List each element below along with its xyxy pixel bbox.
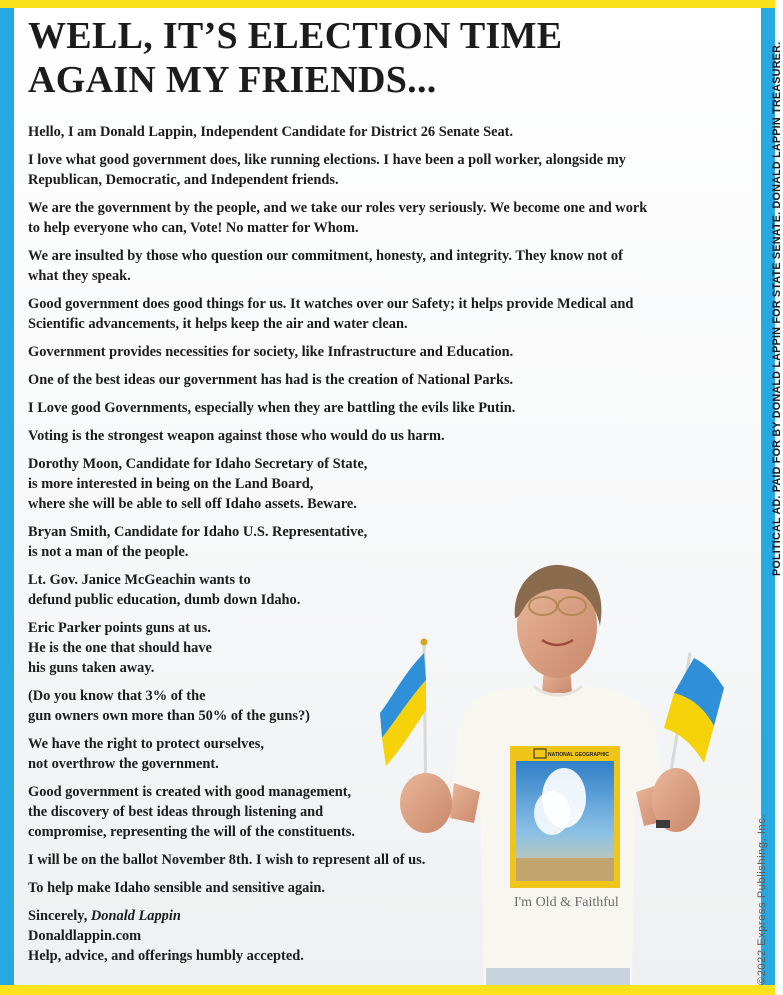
paragraph-line: Bryan Smith, Candidate for Idaho U.S. Representative, [28,524,368,540]
paragraph-line: Scientific advancements, it helps keep the air and water clean. [28,316,408,332]
paragraph-line: Hello, I am Donald Lappin, Independent Candidate for District 26 Senate Seat. [28,124,514,140]
signature-name: Donald Lappin [90,908,181,924]
paragraph-line: Voting is the strongest weapon against those who would do us harm. [28,428,445,444]
paragraph-line: compromise, representing the will of the constituents. [28,824,355,840]
paragraph [28,426,728,446]
paragraph-line: I love what good government does, like running elections. I have been a poll worker, alongside my [28,152,626,168]
sincerely-text: Sincerely, [28,908,88,924]
paragraph [28,342,728,362]
ad-panel [14,8,783,985]
paragraph-line: to help everyone who can, Vote! No matter for Whom. [28,220,359,236]
closing-note: Help, advice, and offerings humbly accepted. [28,948,304,964]
paragraph [28,246,728,286]
paragraph-line: his guns taken away. [28,660,155,676]
paragraph-line: Good government is created with good management, [28,784,352,800]
paragraph [28,150,728,190]
paragraph-line: I Love good Governments, especially when they are battling the evils like Putin. [28,400,516,416]
paragraph-line: We are the government by the people, and we take our roles very seriously. We become one and work [28,200,648,216]
candidate-head [515,565,602,693]
candidate-photo [374,548,714,985]
paragraph-line: what they speak. [28,268,131,284]
website-link[interactable]: Donaldlappin.com [28,928,142,944]
paragraph [28,398,728,418]
copyright-notice: ©2022 Express Publishing, Inc. [756,813,768,985]
paragraph [28,370,728,390]
shirt-slogan-text: I'm Old & Faithful [514,895,619,910]
paragraph-line: not overthrow the government. [28,756,219,772]
paragraph-line: Dorothy Moon, Candidate for Idaho Secretary of State, [28,456,368,472]
paragraph-line: I will be on the ballot November 8th. I wish to represent all of us. [28,852,426,868]
paragraph-line: defund public education, dumb down Idaho. [28,592,301,608]
bottom-yellow-border [0,985,775,995]
paragraph [28,454,728,514]
paragraph-line: Eric Parker points guns at us. [28,620,211,636]
paragraph [28,198,728,238]
paragraph [28,294,728,334]
headline-line-2: AGAIN MY FRIENDS... [28,59,437,101]
paragraph-line: Good government does good things for us. It watches over our Safety; it helps provide Medical and [28,296,634,312]
left-blue-border [0,8,14,985]
paragraph-line: One of the best ideas our government has had is the creation of National Parks. [28,372,514,388]
paragraph-line: Republican, Democratic, and Independent friends. [28,172,339,188]
paragraph-line: the discovery of best ideas through listening and [28,804,324,820]
paragraph-line: where she will be able to sell off Idaho assets. Beware. [28,496,357,512]
headline [28,14,562,102]
paragraph-line: (Do you know that 3% of the [28,688,206,704]
paragraph-line: is more interested in being on the Land Board, [28,476,314,492]
paragraph-line: Lt. Gov. Janice McGeachin wants to [28,572,251,588]
top-yellow-border [0,0,775,8]
paragraph-line: gun owners own more than 50% of the guns?) [28,708,310,724]
paragraph-line: is not a man of the people. [28,544,189,560]
shirt-brand-text: NATIONAL GEOGRAPHIC [548,752,609,758]
political-ad-disclaimer: POLITICAL AD. PAID FOR BY DONALD LAPPIN FOR STATE SENATE. DONALD LAPPIN TREASURER. [771,41,783,576]
candidate-tshirt [452,686,664,985]
paragraph-line: Government provides necessities for society, like Infrastructure and Education. [28,344,514,360]
paragraph-line: We are insulted by those who question our commitment, honesty, and integrity. They know not of [28,248,623,264]
paragraph-line: To help make Idaho sensible and sensitive again. [28,880,325,896]
paragraph [28,122,728,142]
candidate-pants [486,968,630,985]
paragraph-line: We have the right to protect ourselves, [28,736,264,752]
headline-line-1: WELL, IT’S ELECTION TIME [28,15,563,57]
paragraph-line: He is the one that should have [28,640,212,656]
